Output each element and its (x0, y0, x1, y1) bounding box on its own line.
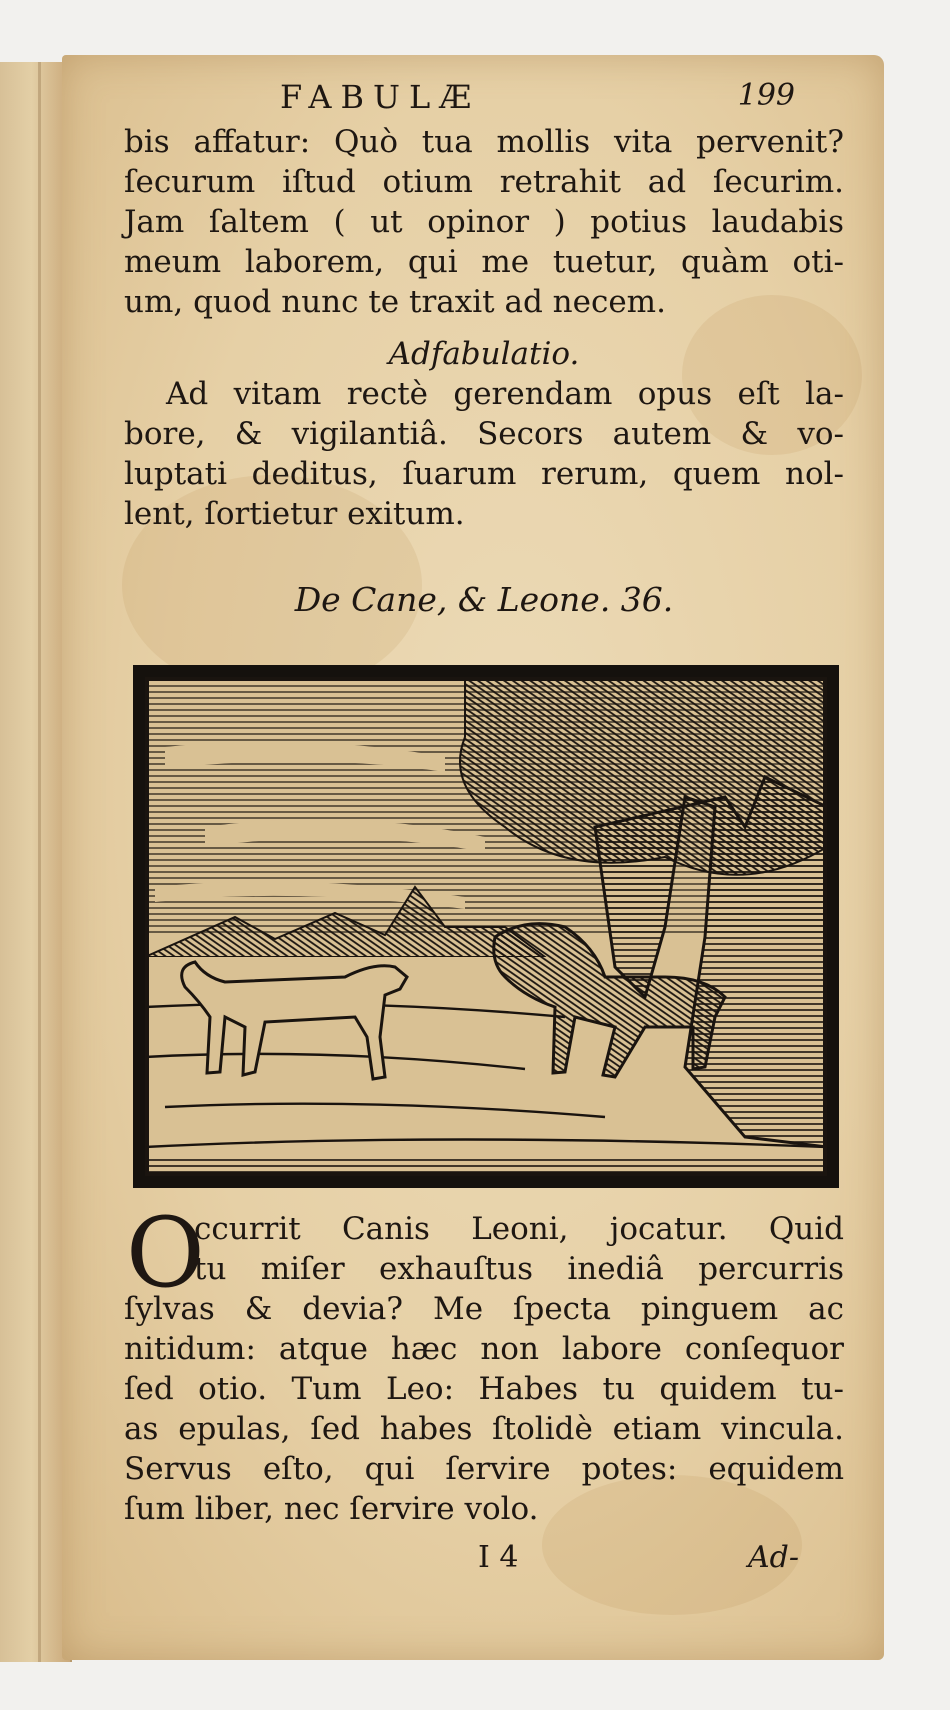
text-line: as epulas, ſed habes ſtolidè etiam vincula. (124, 1411, 844, 1447)
text-line: bis affatur: Quò tua mollis vita pervenit? (124, 124, 844, 160)
text-line: ſecurum iſtud otium retrahit ad ſecurim. (124, 164, 844, 200)
text-line: meum laborem, qui me tuetur, quàm oti- (124, 244, 844, 280)
woodcut-illustration (133, 665, 839, 1188)
running-title: FABULÆ (280, 78, 481, 116)
text-line: um, quod nunc te traxit ad necem. (124, 284, 666, 320)
text-line: nitidum: atque hæc non labore conſequor (124, 1331, 844, 1367)
page-number: 199 (737, 78, 795, 113)
running-header (280, 78, 820, 118)
text-line: ſum liber, nec ſervire volo. (124, 1491, 539, 1527)
text-line: Jam ſaltem ( ut opinor ) potius laudabis (124, 204, 844, 240)
moral-text (124, 374, 844, 534)
text-line: ſed otio. Tum Leo: Habes tu quidem tu- (124, 1371, 844, 1407)
moral-heading: Adfabulatio. (388, 336, 580, 372)
text-line: tu miſer exhauſtus inediâ percurris (194, 1251, 844, 1287)
text-line: bore, & vigilantiâ. Secors autem & vo- (124, 416, 844, 452)
previous-fable-text (124, 122, 844, 322)
text-line: Servus eſto, qui ſervire potes: equidem (124, 1451, 844, 1487)
fable-title: De Cane, & Leone. 36. (294, 580, 674, 619)
text-line: Ad vitam rectè gerendam opus eſt la- (166, 376, 844, 412)
text-line: ccurrit Canis Leoni, jocatur. Quid (194, 1211, 844, 1247)
dog-and-lion-woodcut (145, 677, 827, 1176)
text-line: lent, ſortietur exitum. (124, 496, 465, 532)
signature-mark: I 4 (478, 1540, 519, 1575)
catchword: Ad- (748, 1540, 800, 1575)
text-line: luptati deditus, ſuarum rerum, quem nol- (124, 456, 844, 492)
fable-text (124, 1209, 844, 1529)
drop-cap: O (126, 1197, 205, 1309)
text-line: ſylvas & devia? Me ſpecta pinguem ac (124, 1291, 844, 1327)
